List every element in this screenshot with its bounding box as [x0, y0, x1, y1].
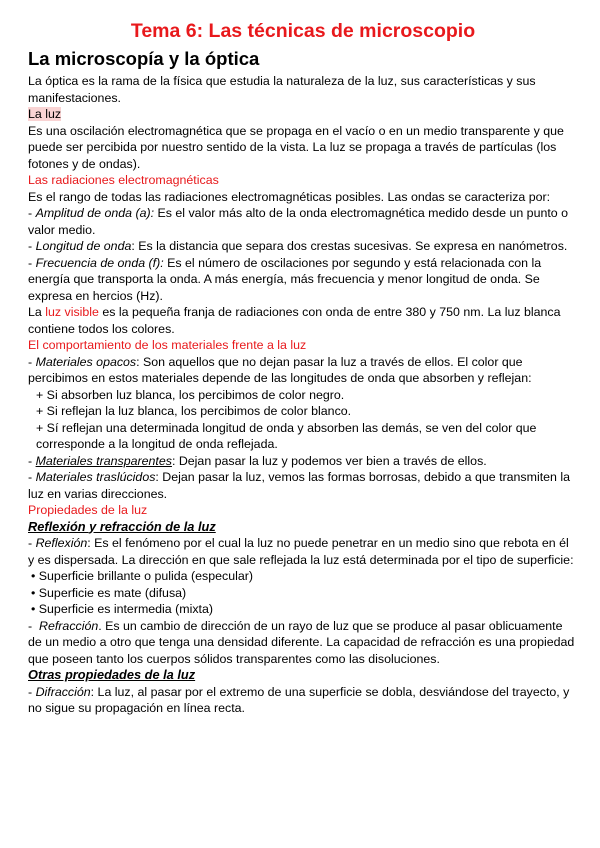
item-term: Amplitud de onda (a): [35, 206, 155, 220]
traslucidos-term: Materiales traslúcidos [35, 470, 156, 484]
otras-title: Otras propiedades de la luz [28, 667, 196, 682]
refraccion-text: . Es un cambio de dirección de un rayo de luz que se produce al pasar oblicuamente de un medio a otro que tenga una densidad diferente. La capacidad de refracción es una propiedad que poseen tanto los cuerpos sólidos transparentes como las disoluciones. [28, 618, 575, 666]
difraccion-term: Difracción [35, 684, 91, 699]
traslucidos-paragraph: - Materiales traslúcidos: Dejan pasar la luz, vemos las formas borrosas, debido a que transmiten la luz en varias direcciones. [28, 470, 571, 501]
opacos-sub-item: + Si absorben luz blanca, los percibimos de color negro. [36, 387, 345, 402]
luz-heading [28, 106, 578, 123]
intro-paragraph: La óptica es la rama de la física que estudia la naturaleza de la luz, sus características y sus manifestaciones. [28, 74, 536, 105]
item-text: Es el número de oscilaciones por segundo y está relacionada con la energía que transporta la onda. A más energía, más frecuencia y menor longitud de onda. Se expresa en hercios (Hz). [28, 255, 542, 303]
difraccion-paragraph: - Difracción: La luz, al pasar por el extremo de una superficie se dobla, desviándose del trayecto, y no sigue su propagación en línea recta. [28, 684, 570, 715]
radiaciones-item-longitud [28, 238, 578, 255]
transparentes-text: : Dejan pasar la luz y podemos ver bien a través de ellos. [171, 453, 487, 468]
luz-paragraph: Es una oscilación electromagnética que se propaga en el vacío o en un medio transparente y que puede ser percibida por nuestro sentido de la vista. La luz se propaga a través de partículas (los fotones y de ondas). [28, 123, 564, 171]
superficie-bullet: • Superficie es mate (difusa) [31, 585, 187, 600]
opacos-text: : Son aquellos que no dejan pasar la luz a través de ellos. El color que percibimos en estos materiales depende de las longitudes de onda que absorben y reflejan: [28, 354, 532, 385]
item-text: : Es la distancia que separa dos crestas sucesivas. Se expresa en nanómetros. [131, 239, 568, 253]
refraccion-paragraph: - Refracción. Es un cambio de dirección de un rayo de luz que se produce al pasar oblicuamente de un medio a otro que tenga una densidad diferente. La capacidad de refracción es una propiedad que poseen tanto los cuerpos sólidos transparentes como las disoluciones. [28, 618, 575, 666]
luz-heading-text: La luz [28, 107, 62, 121]
page-title: Tema 6: Las técnicas de microscopio [130, 20, 476, 42]
propiedades-heading: Propiedades de la luz [28, 503, 148, 517]
item-term: Frecuencia de onda (f): [35, 255, 164, 270]
transparentes-paragraph: - Materiales transparentes: Dejan pasar la luz y podemos ver bien a través de ellos. [28, 453, 487, 468]
comportamiento-heading: El comportamiento de los materiales frente a la luz [28, 338, 307, 352]
superficie-bullet: • Superficie es intermedia (mixta) [31, 602, 213, 616]
opacos-paragraph: - Materiales opacos: Son aquellos que no dejan pasar la luz a través de ellos. El color que percibimos en estos materiales depende de las longitudes de onda que absorben y reflejan: [28, 354, 532, 385]
transparentes-term: Materiales transparentes [35, 453, 172, 468]
luz-visible-term: luz visible [45, 305, 99, 319]
opacos-term: Materiales opacos [35, 354, 137, 369]
traslucidos-text: : Dejan pasar la luz, vemos las formas borrosas, debido a que transmiten la luz en varias direcciones. [28, 470, 571, 501]
difraccion-text: : La luz, al pasar por el extremo de una superficie se dobla, desviándose del trayecto, y no sigue su propagación en línea recta. [28, 684, 570, 715]
reflexion-title: Reflexión y refracción de la luz [28, 518, 216, 534]
item-prefix: - [28, 239, 36, 253]
reflexion-term: Reflexión [35, 536, 88, 550]
item-prefix: - [28, 206, 36, 220]
radiaciones-heading: Las radiaciones electromagnéticas [28, 173, 219, 187]
luz-visible-pre: La [28, 305, 46, 319]
luz-visible-paragraph [28, 304, 578, 337]
reflexion-text: : Es el fenómeno por el cual la luz no puede penetrar en un medio sino que rebota en él y es dispersada. La dirección en que sale reflejada la luz está determinada por el tipo de superficie: [28, 536, 574, 567]
item-term: Longitud de onda [35, 239, 132, 253]
reflexion-paragraph: - Reflexión: Es el fenómeno por el cual la luz no puede penetrar en un medio sino que rebota en él y es dispersada. La dirección en que sale reflejada la luz está determinada por el tipo de superficie: [28, 536, 574, 567]
luz-visible-post: es la pequeña franja de radiaciones con onda de entre 380 y 750 nm. La luz blanca contiene todos los colores. [28, 305, 561, 336]
superficie-bullet: • Superficie brillante o pulida (especular) [31, 569, 253, 583]
radiaciones-item-amplitud [28, 205, 578, 238]
opacos-sub-item: + Sí reflejan una determinada longitud de onda y absorben las demás, se ven del color que corresponde a la longitud de onda reflejada. [36, 420, 537, 451]
section-title: La microscopía y la óptica [28, 48, 260, 69]
item-text: Es el valor más alto de la onda electromagnética medido desde un punto o valor medio. [28, 206, 569, 237]
radiaciones-item-frecuencia [28, 255, 578, 305]
item-prefix: - [28, 255, 36, 270]
refraccion-term: Refracción [39, 618, 99, 633]
radiaciones-paragraph: Es el rango de todas las radiaciones electromagnéticas posibles. Las ondas se caracteriza por: [28, 189, 551, 204]
opacos-sub-item: + Si reflejan la luz blanca, los percibimos de color blanco. [36, 404, 352, 418]
